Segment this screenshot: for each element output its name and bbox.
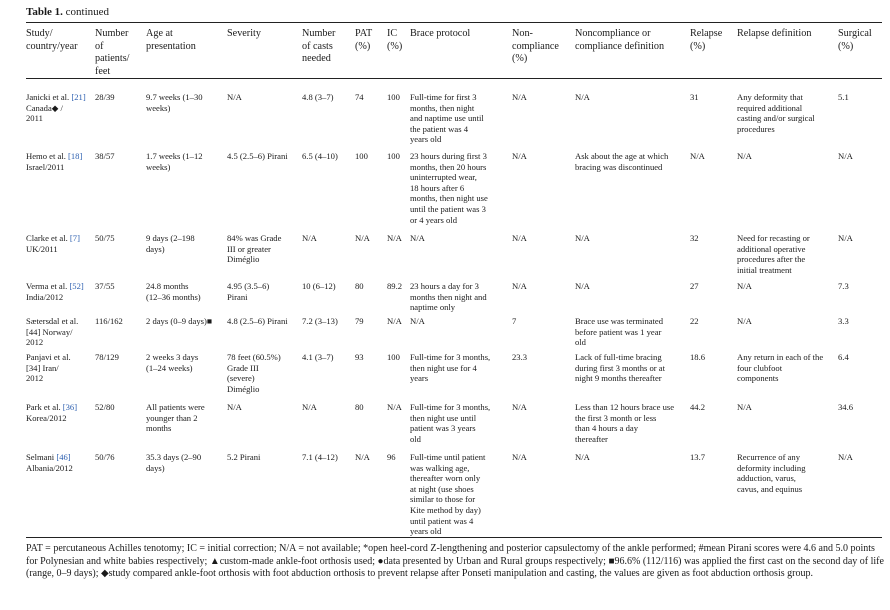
cell-casts: 4.8 (3–7) xyxy=(302,92,334,102)
column-header-severity: Severity xyxy=(227,28,261,39)
cell-noncomp: N/A xyxy=(512,92,527,102)
study-author: Hemo et al. xyxy=(26,151,66,161)
cell-study xyxy=(26,352,94,384)
cell-severity: 4.95 (3.5–6) Pirani xyxy=(227,281,270,302)
cell-relapsedef: Recurrence of any deformity including adduction, varus, cavus, and equinus xyxy=(737,452,806,494)
cell-pat: N/A xyxy=(355,233,370,243)
cell-noncompdef: Ask about the age at which bracing was discontinued xyxy=(575,151,669,172)
cell-noncomp: 23.3 xyxy=(512,352,528,362)
cell-n: 37/55 xyxy=(95,281,115,291)
column-header-ic: IC (%) xyxy=(387,28,403,52)
cell-brace: 23 hours a day for 3 months then night and naptime only xyxy=(410,281,487,313)
cell-ic: 89.2 xyxy=(387,281,403,291)
study-author: Verma et al. xyxy=(26,281,68,291)
cell-severity: N/A xyxy=(227,92,242,102)
column-header-pat: PAT (%) xyxy=(355,28,373,52)
column-header-noncomp: Non- compliance (%) xyxy=(512,28,559,65)
column-header-casts: Number of casts needed xyxy=(302,28,336,65)
cell-casts: N/A xyxy=(302,402,317,412)
cell-casts: 6.5 (4–10) xyxy=(302,151,338,161)
cell-surgical: 7.3 xyxy=(838,281,849,291)
table-caption xyxy=(26,6,109,18)
study-author: Clarke et al. xyxy=(26,233,68,243)
cell-brace: N/A xyxy=(410,233,425,243)
cell-ic: 100 xyxy=(387,151,400,161)
study-country-year: India/2012 xyxy=(26,291,64,302)
cell-surgical: N/A xyxy=(838,151,853,161)
cell-age: 2 weeks 3 days (1–24 weeks) xyxy=(146,352,199,373)
cell-noncomp: N/A xyxy=(512,151,527,161)
cell-study xyxy=(26,402,94,423)
cell-age: 1.7 weeks (1–12 weeks) xyxy=(146,151,203,172)
study-country-year: [44] Norway/ 2012 xyxy=(26,326,73,348)
column-header-surgical: Surgical (%) xyxy=(838,28,872,52)
cell-n: 28/39 xyxy=(95,92,115,102)
cell-n: 78/129 xyxy=(95,352,119,362)
cell-ic: 100 xyxy=(387,352,400,362)
cell-noncompdef: Less than 12 hours brace use the first 3 month or less than 4 hours a day thereafter xyxy=(575,402,675,444)
cell-surgical: 6.4 xyxy=(838,352,849,362)
cell-n: 50/75 xyxy=(95,233,115,243)
cell-relapsedef: N/A xyxy=(737,316,752,326)
cell-noncomp: N/A xyxy=(512,281,527,291)
table-caption-label: Table 1. xyxy=(26,6,63,18)
cell-surgical: N/A xyxy=(838,233,853,243)
cell-pat: 93 xyxy=(355,352,364,362)
cell-study xyxy=(26,151,94,172)
study-author: Panjavi et al. xyxy=(26,352,71,362)
cell-brace: Full-time for first 3 months, then night and naptime use until the patient was 4 years old xyxy=(410,92,484,145)
cell-noncompdef: N/A xyxy=(575,92,590,102)
cell-noncompdef: N/A xyxy=(575,233,590,243)
cell-severity: N/A xyxy=(227,402,242,412)
cell-pat: 80 xyxy=(355,281,364,291)
study-author: Park et al. xyxy=(26,402,61,412)
cell-age: 9 days (2–198 days) xyxy=(146,233,195,254)
cell-noncomp: 7 xyxy=(512,316,517,326)
cell-n: 116/162 xyxy=(95,316,123,326)
cell-pat: 100 xyxy=(355,151,368,161)
column-header-n: Number of patients/ feet xyxy=(95,28,130,77)
reference-link[interactable]: [21] xyxy=(71,92,86,102)
study-author: Selmani xyxy=(26,452,55,462)
cell-relapsedef: Any return in each of the four clubfoot components xyxy=(737,352,824,384)
cell-n: 52/80 xyxy=(95,402,115,412)
cell-surgical: N/A xyxy=(838,452,853,462)
cell-n: 50/76 xyxy=(95,452,115,462)
column-header-relapsedef: Relapse definition xyxy=(737,28,812,39)
cell-pat: 74 xyxy=(355,92,364,102)
cell-n: 38/57 xyxy=(95,151,115,161)
cell-pat: 79 xyxy=(355,316,364,326)
column-header-noncompdef: Noncompliance or compliance definition xyxy=(575,28,665,52)
cell-relapsedef: N/A xyxy=(737,281,752,291)
cell-brace: Full-time for 3 months, then night use for 4 years xyxy=(410,352,491,384)
study-country-year: Canada◆ / 2011 xyxy=(26,102,63,124)
table-top-rule xyxy=(26,22,882,23)
cell-severity: 5.2 Pirani xyxy=(227,452,261,462)
reference-link[interactable]: [52] xyxy=(69,281,84,291)
cell-severity: 84% was Grade III or greater Diméglio xyxy=(227,233,282,265)
cell-ic: N/A xyxy=(387,316,402,326)
cell-noncomp: N/A xyxy=(512,402,527,412)
reference-link[interactable]: [7] xyxy=(69,233,80,243)
cell-age: 24.8 months (12–36 months) xyxy=(146,281,201,302)
study-author: Janicki et al. xyxy=(26,92,70,102)
cell-brace: Full-time until patient was walking age, thereafter worn only at night (use shoes similar to those for Kite method by day) until patient was 4 years old xyxy=(410,452,486,537)
cell-pat: N/A xyxy=(355,452,370,462)
cell-age: 2 days (0–9 days)■ xyxy=(146,316,213,326)
cell-severity: 78 feet (60.5%) Grade III (severe) Diméglio xyxy=(227,352,281,394)
cell-relapse: 18.6 xyxy=(690,352,706,362)
cell-relapse: 44.2 xyxy=(690,402,706,412)
cell-ic: 96 xyxy=(387,452,396,462)
column-header-study: Study/ country/year xyxy=(26,28,78,52)
study-country-year: UK/2011 xyxy=(26,243,58,254)
cell-noncompdef: Brace use was terminated before patient was 1 year old xyxy=(575,316,664,348)
cell-brace: N/A xyxy=(410,316,425,326)
cell-noncompdef: N/A xyxy=(575,281,590,291)
cell-severity: 4.5 (2.5–6) Pirani xyxy=(227,151,288,161)
cell-age: All patients were younger than 2 months xyxy=(146,402,205,434)
cell-relapse: 31 xyxy=(690,92,699,102)
cell-ic: N/A xyxy=(387,233,402,243)
cell-pat: 80 xyxy=(355,402,364,412)
cell-age: 9.7 weeks (1–30 weeks) xyxy=(146,92,203,113)
cell-casts: 7.2 (3–13) xyxy=(302,316,338,326)
cell-noncompdef: N/A xyxy=(575,452,590,462)
cell-relapsedef: Any deformity that required additional casting and/or surgical procedures xyxy=(737,92,815,134)
cell-ic: N/A xyxy=(387,402,402,412)
study-country-year: Korea/2012 xyxy=(26,412,67,423)
cell-casts: 4.1 (3–7) xyxy=(302,352,334,362)
column-header-brace: Brace protocol xyxy=(410,28,471,39)
table-caption-suffix: continued xyxy=(65,6,110,18)
cell-relapse: N/A xyxy=(690,151,705,161)
cell-study xyxy=(26,233,94,254)
cell-casts: 10 (6–12) xyxy=(302,281,336,291)
reference-link[interactable]: [36] xyxy=(62,402,78,412)
cell-severity: 4.8 (2.5–6) Pirani xyxy=(227,316,288,326)
cell-noncompdef: Lack of full-time bracing during first 3 months or at night 9 months thereafter xyxy=(575,352,665,384)
cell-relapsedef: Need for recasting or additional operative procedures after the initial treatment xyxy=(737,233,810,275)
study-country-year: Albania/2012 xyxy=(26,462,73,473)
cell-relapsedef: N/A xyxy=(737,151,752,161)
study-country-year: Israel/2011 xyxy=(26,161,65,172)
cell-casts: 7.1 (4–12) xyxy=(302,452,338,462)
cell-noncomp: N/A xyxy=(512,452,527,462)
table-footnote: PAT = percutaneous Achilles tenotomy; IC = initial correction; N/A = not available; *open heel-cord Z-lengthening and posterior capsulectomy of the ankle performed; #mean Pirani scores were 4.6 and 5.0 points for Polynesian and white babies respectively; ▲custom-made ankle-foot orthosis used; ●data presented by Urban and Rural groups respectively; ■96.6% (112/116) was applied the first cast on the second day of life (range, 0–9 days); ◆study compared ankle-foot orthosis with foot abduction orthosis to prevent relapse after Ponseti manipulation and casting, the values are given as foot abduction orthosis group. xyxy=(26,543,884,580)
column-header-relapse: Relapse (%) xyxy=(690,28,723,52)
cell-relapse: 22 xyxy=(690,316,699,326)
cell-relapse: 27 xyxy=(690,281,699,291)
cell-surgical: 34.6 xyxy=(838,402,854,412)
cell-study xyxy=(26,316,94,348)
cell-age: 35.3 days (2–90 days) xyxy=(146,452,202,473)
cell-study xyxy=(26,281,94,302)
cell-noncomp: N/A xyxy=(512,233,527,243)
cell-surgical: 5.1 xyxy=(838,92,849,102)
study-author: Sætersdal et al. xyxy=(26,316,79,326)
cell-relapsedef: N/A xyxy=(737,402,752,412)
cell-study xyxy=(26,452,94,473)
column-header-age: Age at presentation xyxy=(146,28,196,52)
cell-brace: Full-time for 3 months, then night use until patient was 3 years old xyxy=(410,402,491,444)
cell-brace: 23 hours during first 3 months, then 20 hours uninterrupted wear, 18 hours after 6 months, then night use until the patient was 3 or 4 years old xyxy=(410,151,488,225)
cell-casts: N/A xyxy=(302,233,317,243)
reference-link[interactable]: [46] xyxy=(56,452,71,462)
cell-relapse: 13.7 xyxy=(690,452,706,462)
cell-study xyxy=(26,92,94,124)
cell-relapse: 32 xyxy=(690,233,699,243)
reference-link[interactable]: [18] xyxy=(68,151,83,161)
cell-ic: 100 xyxy=(387,92,400,102)
cell-surgical: 3.3 xyxy=(838,316,849,326)
table-bottom-rule xyxy=(26,537,882,538)
study-country-year: [34] Iran/ 2012 xyxy=(26,362,59,384)
table-header-rule xyxy=(26,78,882,79)
